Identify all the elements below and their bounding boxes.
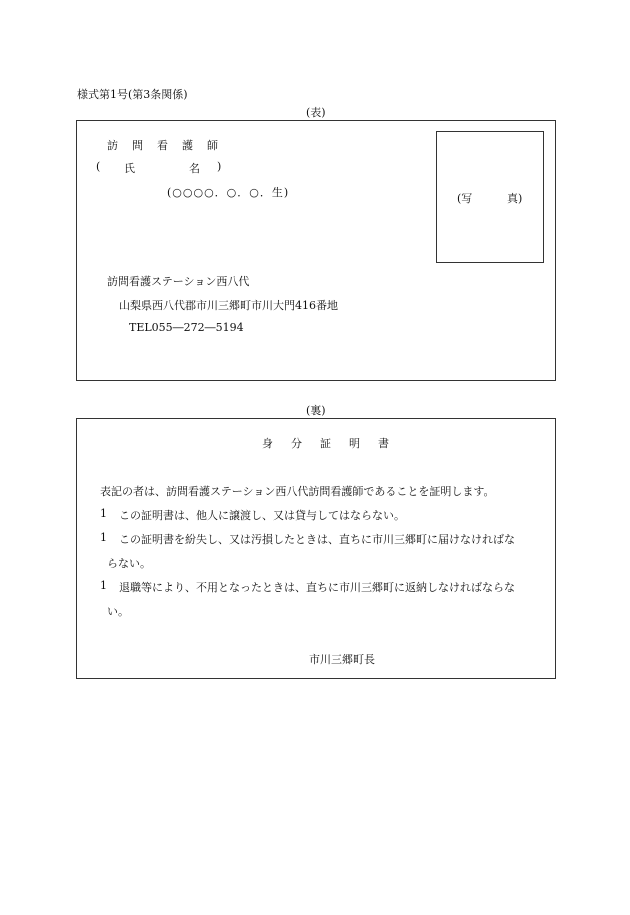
form-header: 様式第1号(第3条関係) (77, 88, 188, 101)
front-card (76, 120, 556, 381)
name-open-paren: ( (96, 160, 101, 173)
org-address: 山梨県西八代郡市川三郷町市川大門416番地 (119, 299, 338, 312)
photo-label-close: 真) (507, 192, 523, 205)
org-tel: TEL055―272―5194 (129, 321, 244, 334)
item-text: この証明書は、他人に譲渡し、又は貸与してはならない。 (119, 509, 405, 522)
back-section-label: (裏) (306, 404, 326, 417)
birth-date: (○○○○．○．○．生) (167, 186, 290, 199)
front-section-label: (表) (306, 106, 326, 119)
back-title: 身分証明書 (262, 437, 407, 450)
item-number: 1 (100, 507, 107, 520)
certification-statement: 表記の者は、訪問看護ステーション西八代訪問看護師であることを証明します。 (100, 485, 495, 498)
front-title: 訪問看護師 (107, 139, 232, 152)
item-text: 退職等により、不用となったときは、直ちに市川三郷町に返納しなければならな (119, 581, 515, 594)
back-card (76, 418, 556, 679)
item-text: この証明書を紛失し、又は汚損したときは、直ちに市川三郷町に届けなければな (119, 533, 515, 546)
item-number: 1 (100, 579, 107, 592)
name-label: 氏 名 (124, 162, 202, 175)
org-name: 訪問看護ステーション西八代 (107, 275, 250, 288)
name-close-paren: ) (217, 160, 222, 173)
photo-box (436, 131, 544, 263)
item-text-continuation: い。 (107, 605, 129, 618)
item-text-continuation: らない。 (107, 557, 151, 570)
photo-label-open: (写 (457, 192, 473, 205)
issuer: 市川三郷町長 (309, 653, 375, 666)
item-number: 1 (100, 531, 107, 544)
